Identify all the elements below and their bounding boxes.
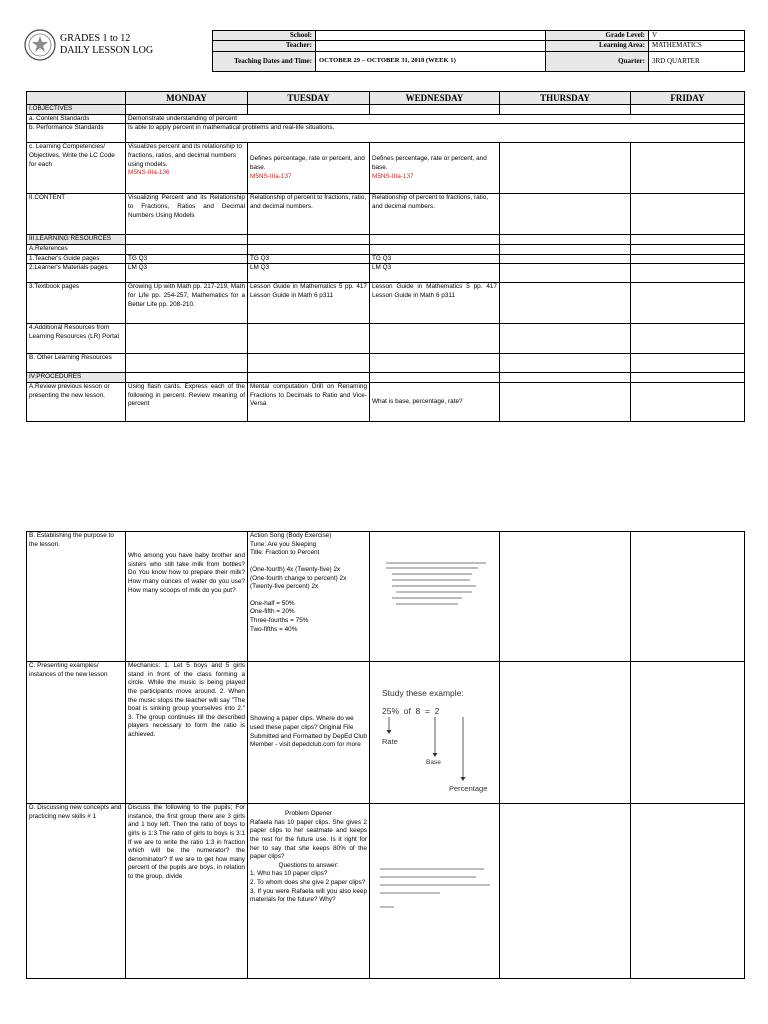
performance-standards-value: Is able to apply percent in mathematical problems and real-life situations. (126, 124, 745, 143)
competencies-tuesday: Defines percentage, rate or percent, and base. M5NS-IIIa-137 (248, 143, 370, 194)
resources-label: III.LEARNING RESOURCES (27, 235, 126, 245)
presenting-examples-label: C. Presenting examples/ instances of the new lesson (27, 662, 126, 804)
learning-area-value: MATHEMATICS (649, 41, 745, 51)
dates-value: OCTOBER 29 – OCTOBER 31, 2018 (WEEK 1) (316, 51, 546, 71)
day-monday: MONDAY (126, 92, 248, 105)
textbook-pages-label: 3.Textbook pages (27, 283, 126, 324)
competencies-wednesday: Defines percentage, rate or percent, and base. M5NS-IIIa-137 (370, 143, 500, 194)
quarter-label: Quarter: (546, 51, 649, 71)
content-wednesday: Relationship of percent to fractions, ratio, and decimal numbers. (370, 194, 500, 235)
purpose-label: B. Establishing the purpose to the lesson. (27, 532, 126, 662)
dll-title-2: DAILY LESSON LOG (60, 45, 154, 56)
discussing-monday: Discuss the following to the pupils; For instance, the first group there are 3 girls and 1 boy left. Then the ratio of boys to girls is 1:3 The ratio of girls to boys is 3:1 If we are to write the ratio 1:3 in fraction which will be the numerator? the denominator? If we are to get how many percent of the pupils are boys, in relation to the group, divide (126, 804, 248, 979)
learning-area-label: Learning Area: (546, 41, 649, 51)
presenting-monday: Mechanics: 1. Let 5 boys and 5 girls stand in front of the class forming a circle. While the music is being played the participants move around. 2. When the music stops the teacher will say "The boat is sinking group yourselves into 2." 3. The group continues till the described players necessary to form the ratio is achieved. (126, 662, 248, 804)
grade-level-value: V (649, 31, 745, 41)
content-standards-label: a. Content Standards (27, 114, 126, 124)
presenting-wednesday (370, 662, 500, 804)
presenting-tuesday: Showing a paper clips. Where do we used these paper clips? Original File Submitted and Formatted by DepEd Club Member - visit depedclub.com for more (248, 662, 370, 804)
content-label: II.CONTENT (27, 194, 126, 235)
blank-day-header (27, 92, 126, 105)
tg-wednesday: TG Q3 (370, 254, 500, 264)
textbook-wednesday: Lesson Guide in Mathematics 5 pp. 417 Lesson Guide in Math 6 p311 (370, 283, 500, 324)
performance-standards-label: b. Performance Standards (27, 124, 126, 143)
discussing-wednesday (370, 804, 500, 979)
teacher-label: Teacher: (213, 41, 316, 51)
content-standards-value: Demonstrate understanding of percent (126, 114, 745, 124)
competencies-label: c. Learning Competencies/ Objectives. Write the LC Code for each (27, 143, 126, 194)
percent-equation: 25% of 8 = 2 (382, 706, 440, 716)
content-tuesday: Relationship of percent to fractions, ratio, and decimal numbers. (248, 194, 370, 235)
teacher-value (316, 41, 546, 51)
lesson-log-table-continued (26, 531, 745, 979)
purpose-monday: Who among you have baby brother and sisters who still take milk from bottles? Do You know how to prepare their milk? How many ounces of water do you use? How many scoops of milk do you put? (126, 532, 248, 662)
discussing-tuesday: Problem Opener Rafaela has 10 paper clips. She gives 2 paper clips to her seatmate and keeps the rest for the future use. Is it right for her to say that she keeps 80% of the paper clips? Questions to answer: 1. Who has 10 paper clips? 2. To whom does she give 2 paper clips? 3. If you were Rafaela will you also keep materials for the future? Why? (248, 804, 370, 979)
tg-tuesday: TG Q3 (248, 254, 370, 264)
school-label: School: (213, 31, 316, 41)
discussing-concepts-label: D. Discussing new concepts and practicing new skills # 1 (27, 804, 126, 979)
scanned-definition-image (372, 804, 497, 974)
lm-pages-label: 2.Learner's Materials pages (27, 264, 126, 283)
header-info-table (212, 30, 745, 72)
procedures-label: IV.PROCEDURES (27, 373, 126, 383)
tg-pages-label: 1.Teacher's Guide pages (27, 254, 126, 264)
lesson-log-table (26, 91, 745, 422)
dates-label: Teaching Dates and Time: (213, 51, 316, 71)
arrows-graphic (372, 662, 500, 802)
purpose-wednesday (370, 532, 500, 662)
percentage-label: Percentage (449, 784, 488, 793)
lm-monday: LM Q3 (126, 264, 248, 283)
quarter-value: 3RD QUARTER (649, 51, 745, 71)
percent-example-diagram (372, 662, 497, 802)
day-thursday: THURSDAY (500, 92, 631, 105)
tg-monday: TG Q3 (126, 254, 248, 264)
grade-level-label: Grade Level: (546, 31, 649, 41)
review-label: A.Review previous lesson or presenting the new lesson. (27, 382, 126, 421)
review-wednesday: What is base, percentage, rate? (370, 382, 500, 421)
purpose-tuesday: Action Song (Body Exercise) Tune: Are you Sleeping Title: Fraction to Percent (One-fourth) 4x (Twenty-five) 2x (One-fourth change to percent) 2x (Twenty-five percent) 2x One-half = 50% One-fifth = 20% Three-fourths = 75% Two-fifths = 40% (248, 532, 370, 662)
school-value (316, 31, 546, 41)
references-label: A.References (27, 245, 126, 255)
review-tuesday: Mental computation Drill on Renaming Fractions to Decimals to Ratio and Vice-Versa (248, 382, 370, 421)
base-label: Base (426, 759, 441, 766)
review-monday: Using flash cards. Express each of the following in percent. Review meaning of percent (126, 382, 248, 421)
objectives-label: I.OBJECTIVES (27, 105, 126, 115)
textbook-tuesday: Lesson Guide in Mathematics 5 pp. 417 Lesson Guide in Math 6 p311 (248, 283, 370, 324)
content-monday: Visualizing Percent and its Relationship to Fractions, Ratios and Decimal Numbers Using Models (126, 194, 248, 235)
dll-title-1: GRADES 1 to 12 (60, 33, 131, 44)
day-friday: FRIDAY (631, 92, 745, 105)
scanned-text-image (372, 532, 497, 652)
rate-label: Rate (382, 737, 398, 746)
lm-tuesday: LM Q3 (248, 264, 370, 283)
other-resources-label: B. Other Learning Resources (27, 354, 126, 373)
textbook-monday: Growing Up with Math pp. 217-219, Math for Life pp. 254-257, Mathematics for a Better Life pp. 208-210. (126, 283, 248, 324)
deped-seal-logo (24, 29, 56, 61)
additional-resources-label: 4.Additional Resources from Learning Resources (LR) Portal (27, 324, 126, 354)
day-tuesday: TUESDAY (248, 92, 370, 105)
competencies-monday: Visualizes percent and its relationship to fractions, ratios, and decimal numbers using models. M5NS-IIIa-136 (126, 143, 248, 194)
study-example-title: Study these example: (382, 688, 464, 698)
lm-wednesday: LM Q3 (370, 264, 500, 283)
day-wednesday: WEDNESDAY (370, 92, 500, 105)
